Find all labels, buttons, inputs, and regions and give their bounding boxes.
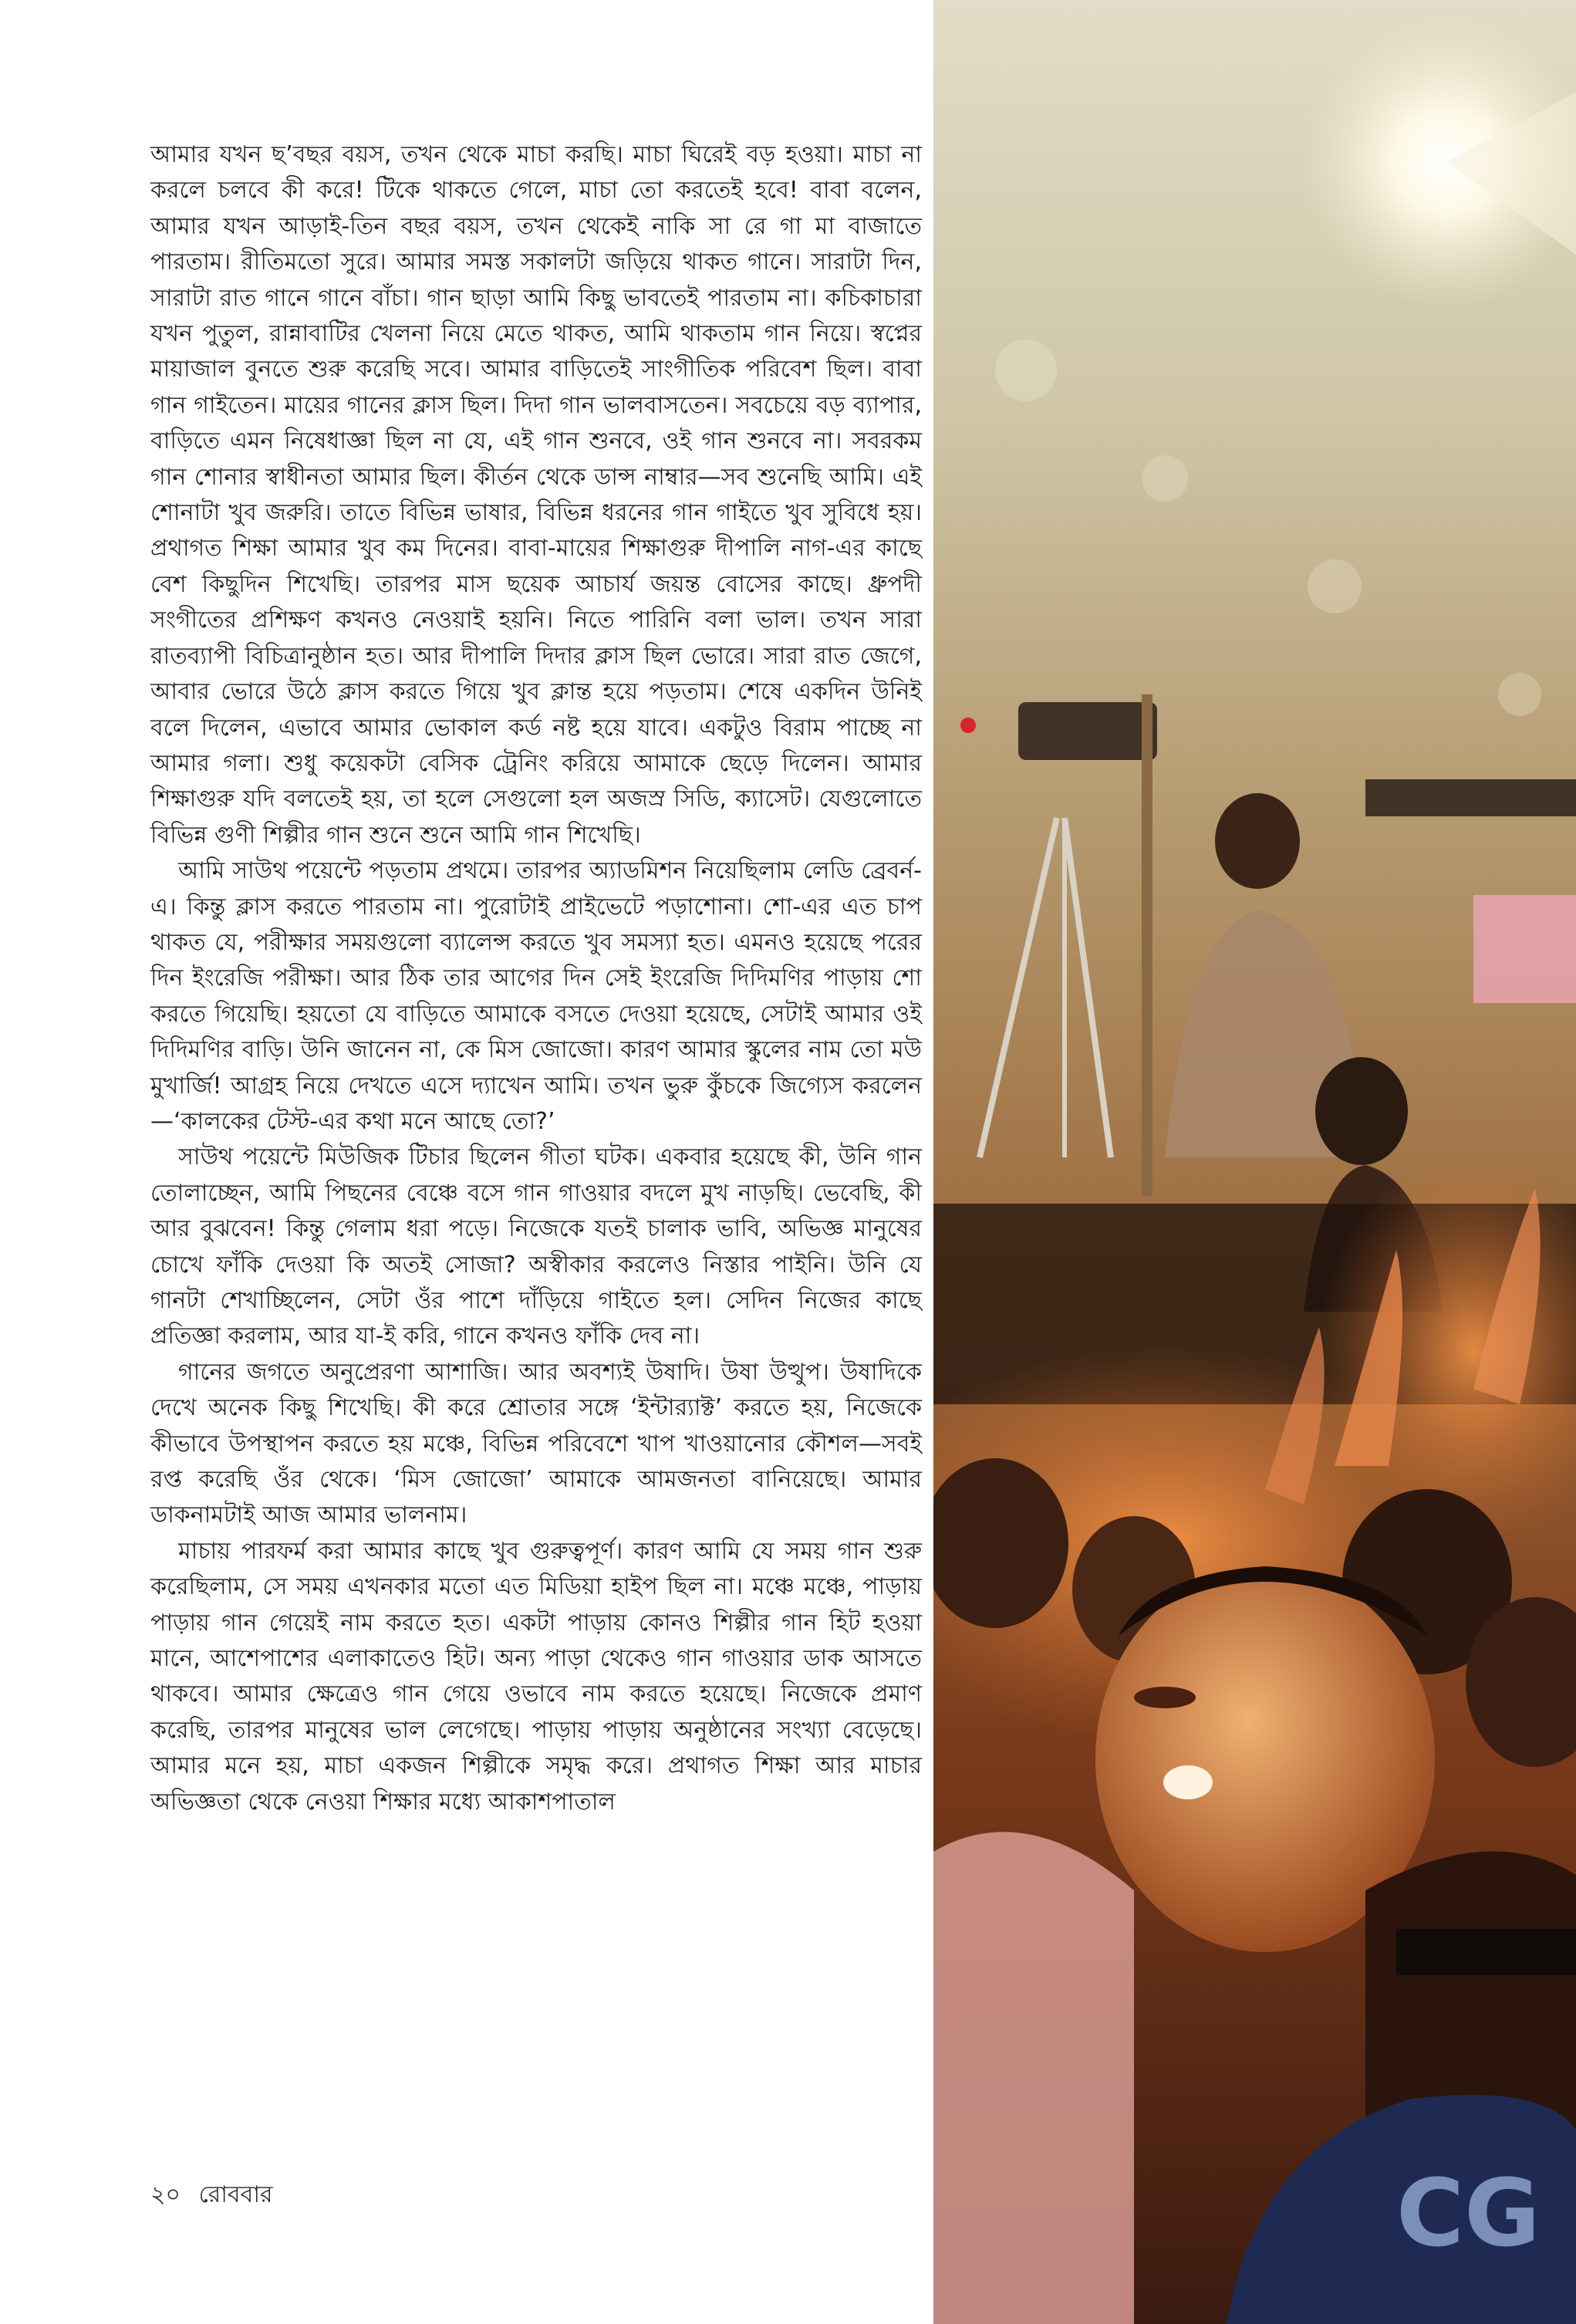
article-paragraph-1: আমার যখন ছ’বছর বয়স, তখন থেকে মাচা করছি। মাচা ঘিরেই বড় হওয়া। মাচা না করলে চলবে কী করে! টিকে থাকতে গেলে, মাচা তো করতেই হবে! বাবা বলেন, আমার যখন আড়াই-তিন বছর বয়স, তখন থেকেই নাকি সা রে গা মা বাজাতে পারতাম। রীতিমতো সুরে। আমার সমস্ত সকালটা জড়িয়ে থাকত গানে। সারাটা দিন, সারাটা রাত গানে গানে বাঁচা। গান ছাড়া আমি কিছু ভাবতেই পারতাম না। কচিকাচারা যখন পুতুল, রান্নাবাটির খেলনা নিয়ে মেতে থাকত, আমি থাকতাম গান নিয়ে। স্বপ্নের মায়াজাল বুনতে শুরু করেছি সবে। আমার বাড়িতেই সাংগীতিক পরিবেশ ছিল। বাবা গান গাইতেন। মায়ের গানের ক্লাস ছিল। দিদা গান ভালবাসতেন। সবচেয়ে বড় ব্যাপার, বাড়িতে এমন নিষেধাজ্ঞা ছিল না যে, এই গান শুনবে, ওই গান শুনবে না। সবরকম গান শোনার স্বাধীনতা আমার ছিল। কীর্তন থেকে ডান্স নাম্বার—সব শুনেছি আমি। এই শোনাটা খুব জরুরি। তাতে বিভিন্ন ভাষার, বিভিন্ন ধরনের গান গাইতে খুব সুবিধে হয়। প্রথাগত শিক্ষা আমার খুব কম দিনের। বাবা-মায়ের শিক্ষাগুরু দীপালি নাগ-এর কাছে বেশ কিছুদিন শিখেছি। তারপর মাস ছয়েক আচার্য জয়ন্ত বোসের কাছে। ধ্রুপদী সংগীতের প্রশিক্ষণ কখনও নেওয়াই হয়নি। নিতে পারিনি বলা ভাল। তখন সারা রাতব্যাপী বিচিত্রানুষ্ঠান হত। আর দীপালি দিদার ক্লাস ছিল ভোরে। সারা রাত জেগে, আবার ভোরে উঠে ক্লাস করতে গিয়ে খুব ক্লান্ত হয়ে পড়তাম। শেষে একদিন উনিই বলে দিলেন, এভাবে আমার ভোকাল কর্ড নষ্ট হয়ে যাবে। একটুও বিরাম পাচ্ছে না আমার গলা। শুধু কয়েকটা বেসিক ট্রেনিং করিয়ে আমাকে ছেড়ে দিলেন। আমার শিক্ষাগুরু যদি বলতেই হয়, তা হলে সেগুলো হল অজস্র সিডি, ক্যাসেট। যেগুলোতে বিভিন্ন গুণী শিল্পীর গান শুনে শুনে আমি গান শিখেছি। (150, 141, 922, 849)
article-paragraph-5: মাচায় পারফর্ম করা আমার কাছে খুব গুরুত্বপূর্ণ। কারণ আমি যে সময় গান শুরু করেছিলাম, সে সময় এখনকার মতো এত মিডিয়া হাইপ ছিল না। মঞ্চে মঞ্চে, পাড়ায় পাড়ায় গান গেয়েই নাম করতে হত। একটা পাড়ায় কোনও শিল্পীর গান হিট হওয়া মানে, আশেপাশের এলাকাতেও হিট। অন্য পাড়া থেকেও গান গাওয়ার ডাক আসতে থাকবে। আমার ক্ষেত্রেও গান গেয়ে ওভাবে নাম করতে হয়েছে। নিজেকে প্রমাণ করেছি, তারপর মানুষের ভাল লেগেছে। পাড়ায় পাড়ায় অনুষ্ঠানের সংখ্যা বেড়েছে। আমার মনে হয়, মাচা একজন শিল্পীকে সমৃদ্ধ করে। প্রথাগত শিক্ষা আর মাচার অভিজ্ঞতা থেকে নেওয়া শিক্ষার মধ্যে আকাশপাতাল (150, 1537, 922, 1816)
article-text (150, 137, 922, 1820)
concert-photo-illustration (933, 0, 1576, 2324)
concert-crowd-photo (933, 0, 1576, 2324)
cap-lettering: CG (1396, 2160, 1541, 2268)
article-paragraph-4: গানের জগতে অনুপ্রেরণা আশাজি। আর অবশ্যই উষাদি। উষা উত্থুপ। উষাদিকে দেখে অনেক কিছু শিখেছি। কী করে শ্রোতার সঙ্গে ‘ইন্টার‍্যাক্ট’ করতে হয়, নিজেকে কীভাবে উপস্থাপন করতে হয় মঞ্চে, বিভিন্ন পরিবেশে খাপ খাওয়ানোর কৌশল—সবই রপ্ত করেছি ওঁর থেকে। ‘মিস জোজো’ আমাকে আমজনতা বানিয়েছে। আমার ডাকনামটাই আজ আমার ভালনাম। (150, 1358, 922, 1529)
article-paragraph-3: সাউথ পয়েন্টে মিউজিক টিচার ছিলেন গীতা ঘটক। একবার হয়েছে কী, উনি গান তোলাচ্ছেন, আমি পিছনের বেঞ্চে বসে গান গাওয়ার বদলে মুখ নাড়ছি। ভেবেছি, কী আর বুঝবেন! কিন্তু গেলাম ধরা পড়ে। নিজেকে যতই চালাক ভাবি, অভিজ্ঞ মানুষের চোখে ফাঁকি দেওয়া কি অতই সোজা? অস্বীকার করলেও নিস্তার পাইনি। উনি যে গানটা শেখাচ্ছিলেন, সেটা ওঁর পাশে দাঁড়িয়ে গাইতে হল। সেদিন নিজের কাছে প্রতিজ্ঞা করলাম, আর যা-ই করি, গানে কখনও ফাঁকি দেব না। (150, 1143, 922, 1350)
camera (1018, 702, 1157, 760)
page-number: ২০ (150, 2181, 181, 2208)
publication-name: রোববার (198, 2181, 273, 2208)
page-footer (150, 2176, 273, 2215)
article-paragraph-2: আমি সাউথ পয়েন্টে পড়তাম প্রথমে। তারপর অ্যাডমিশন নিয়েছিলাম লেডি ব্রেবর্ন-এ। কিন্তু ক্লাস করতে পারতাম না। পুরোটাই প্রাইভেটে পড়াশোনা। শো-এর এত চাপ থাকত যে, পরীক্ষার সময়গুলো ব্যালেন্স করতে খুব সমস্যা হত। এমনও হয়েছে পরের দিন ইংরেজি পরীক্ষা। আর ঠিক তার আগের দিন সেই ইংরেজি দিদিমণির পাড়ায় শো করতে গিয়েছি। হয়তো যে বাড়িতে আমাকে বসতে দেওয়া হয়েছে, সেটাই আমার ওই দিদিমণির বাড়ি। উনি জানেন না, কে মিস জোজো। কারণ আমার স্কুলের নাম তো মউ মুখার্জি! আগ্রহ নিয়ে দেখতে এসে দ্যাখেন আমি। তখন ভুরু কুঁচকে জিগ্যেস করলেন—‘কালকের টেস্ট-এর কথা মনে আছে তো?’ (150, 857, 922, 1135)
